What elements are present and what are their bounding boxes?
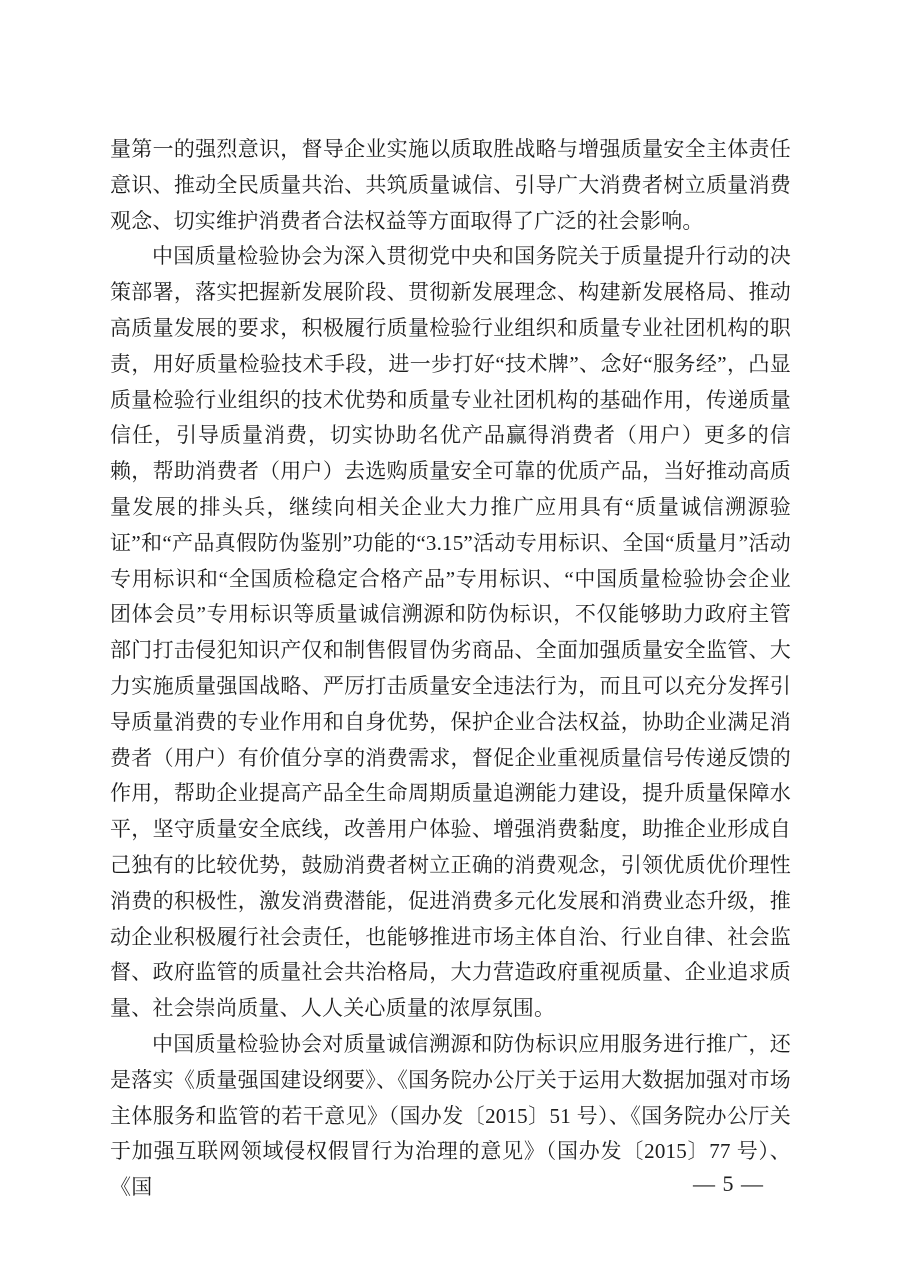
paragraph: 量第一的强烈意识，督导企业实施以质取胜战略与增强质量安全主体责任意识、推动全民质量共治、共筑质量诚信、引导广大消费者树立质量消费观念、切实维护消费者合法权益等方面取得了广泛的社会影响。 [110, 137, 791, 233]
document-body [110, 132, 791, 1206]
paragraph: 中国质量检验协会对质量诚信溯源和防伪标识应用服务进行推广，还是落实《质量强国建设纲要》、《国务院办公厅关于运用大数据加强对市场主体服务和监管的若干意见》（国办发〔2015〕51 号）、《国务院办公厅关于加强互联网领域侵权假冒行为治理的意见》（国办发〔2015〕77 号）、《国 [110, 1031, 791, 1200]
page-number: — 5 — [693, 1171, 764, 1196]
paragraph: 中国质量检验协会为深入贯彻党中央和国务院关于质量提升行动的决策部署，落实把握新发展阶段、贯彻新发展理念、构建新发展格局、推动高质量发展的要求，积极履行质量检验行业组织和质量专业社团机构的职责，用好质量检验技术手段，进一步打好“技术牌”、念好“服务经”，凸显质量检验行业组织的技术优势和质量专业社团机构的基础作用，传递质量信任，引导质量消费，切实协助名优产品赢得消费者（用户）更多的信赖，帮助消费者（用户）去选购质量安全可靠的优质产品，当好推动高质量发展的排头兵，继续向相关企业大力推广应用具有“质量诚信溯源验证”和“产品真假防伪鉴别”功能的“3.15”活动专用标识、全国“质量月”活动专用标识和“全国质检稳定合格产品”专用标识、“中国质量检验协会企业团体会员”专用标识等质量诚信溯源和防伪标识，不仅能够助力政府主管部门打击侵犯知识产仅和制售假冒伪劣商品、全面加强质量安全监管、大力实施质量强国战略、严厉打击质量安全违法行为，而且可以充分发挥引导质量消费的专业作用和自身优势，保护企业合法权益，协助企业满足消费者（用户）有价值分享的消费需求，督促企业重视质量信号传递反馈的作用，帮助企业提高产品全生命周期质量追溯能力建设，提升质量保障水平，坚守质量安全底线，改善用户体验、增强消费黏度，助推企业形成自己独有的比较优势，鼓励消费者树立正确的消费观念，引领优质优价理性消费的积极性，激发消费潜能，促进消费多元化发展和消费业态升级，推动企业积极履行社会责任，也能够推进市场主体自治、行业自律、社会监督、政府监管的质量社会共治格局，大力营造政府重视质量、企业追求质量、社会崇尚质量、人人关心质量的浓厚氛围。 [110, 244, 791, 1021]
